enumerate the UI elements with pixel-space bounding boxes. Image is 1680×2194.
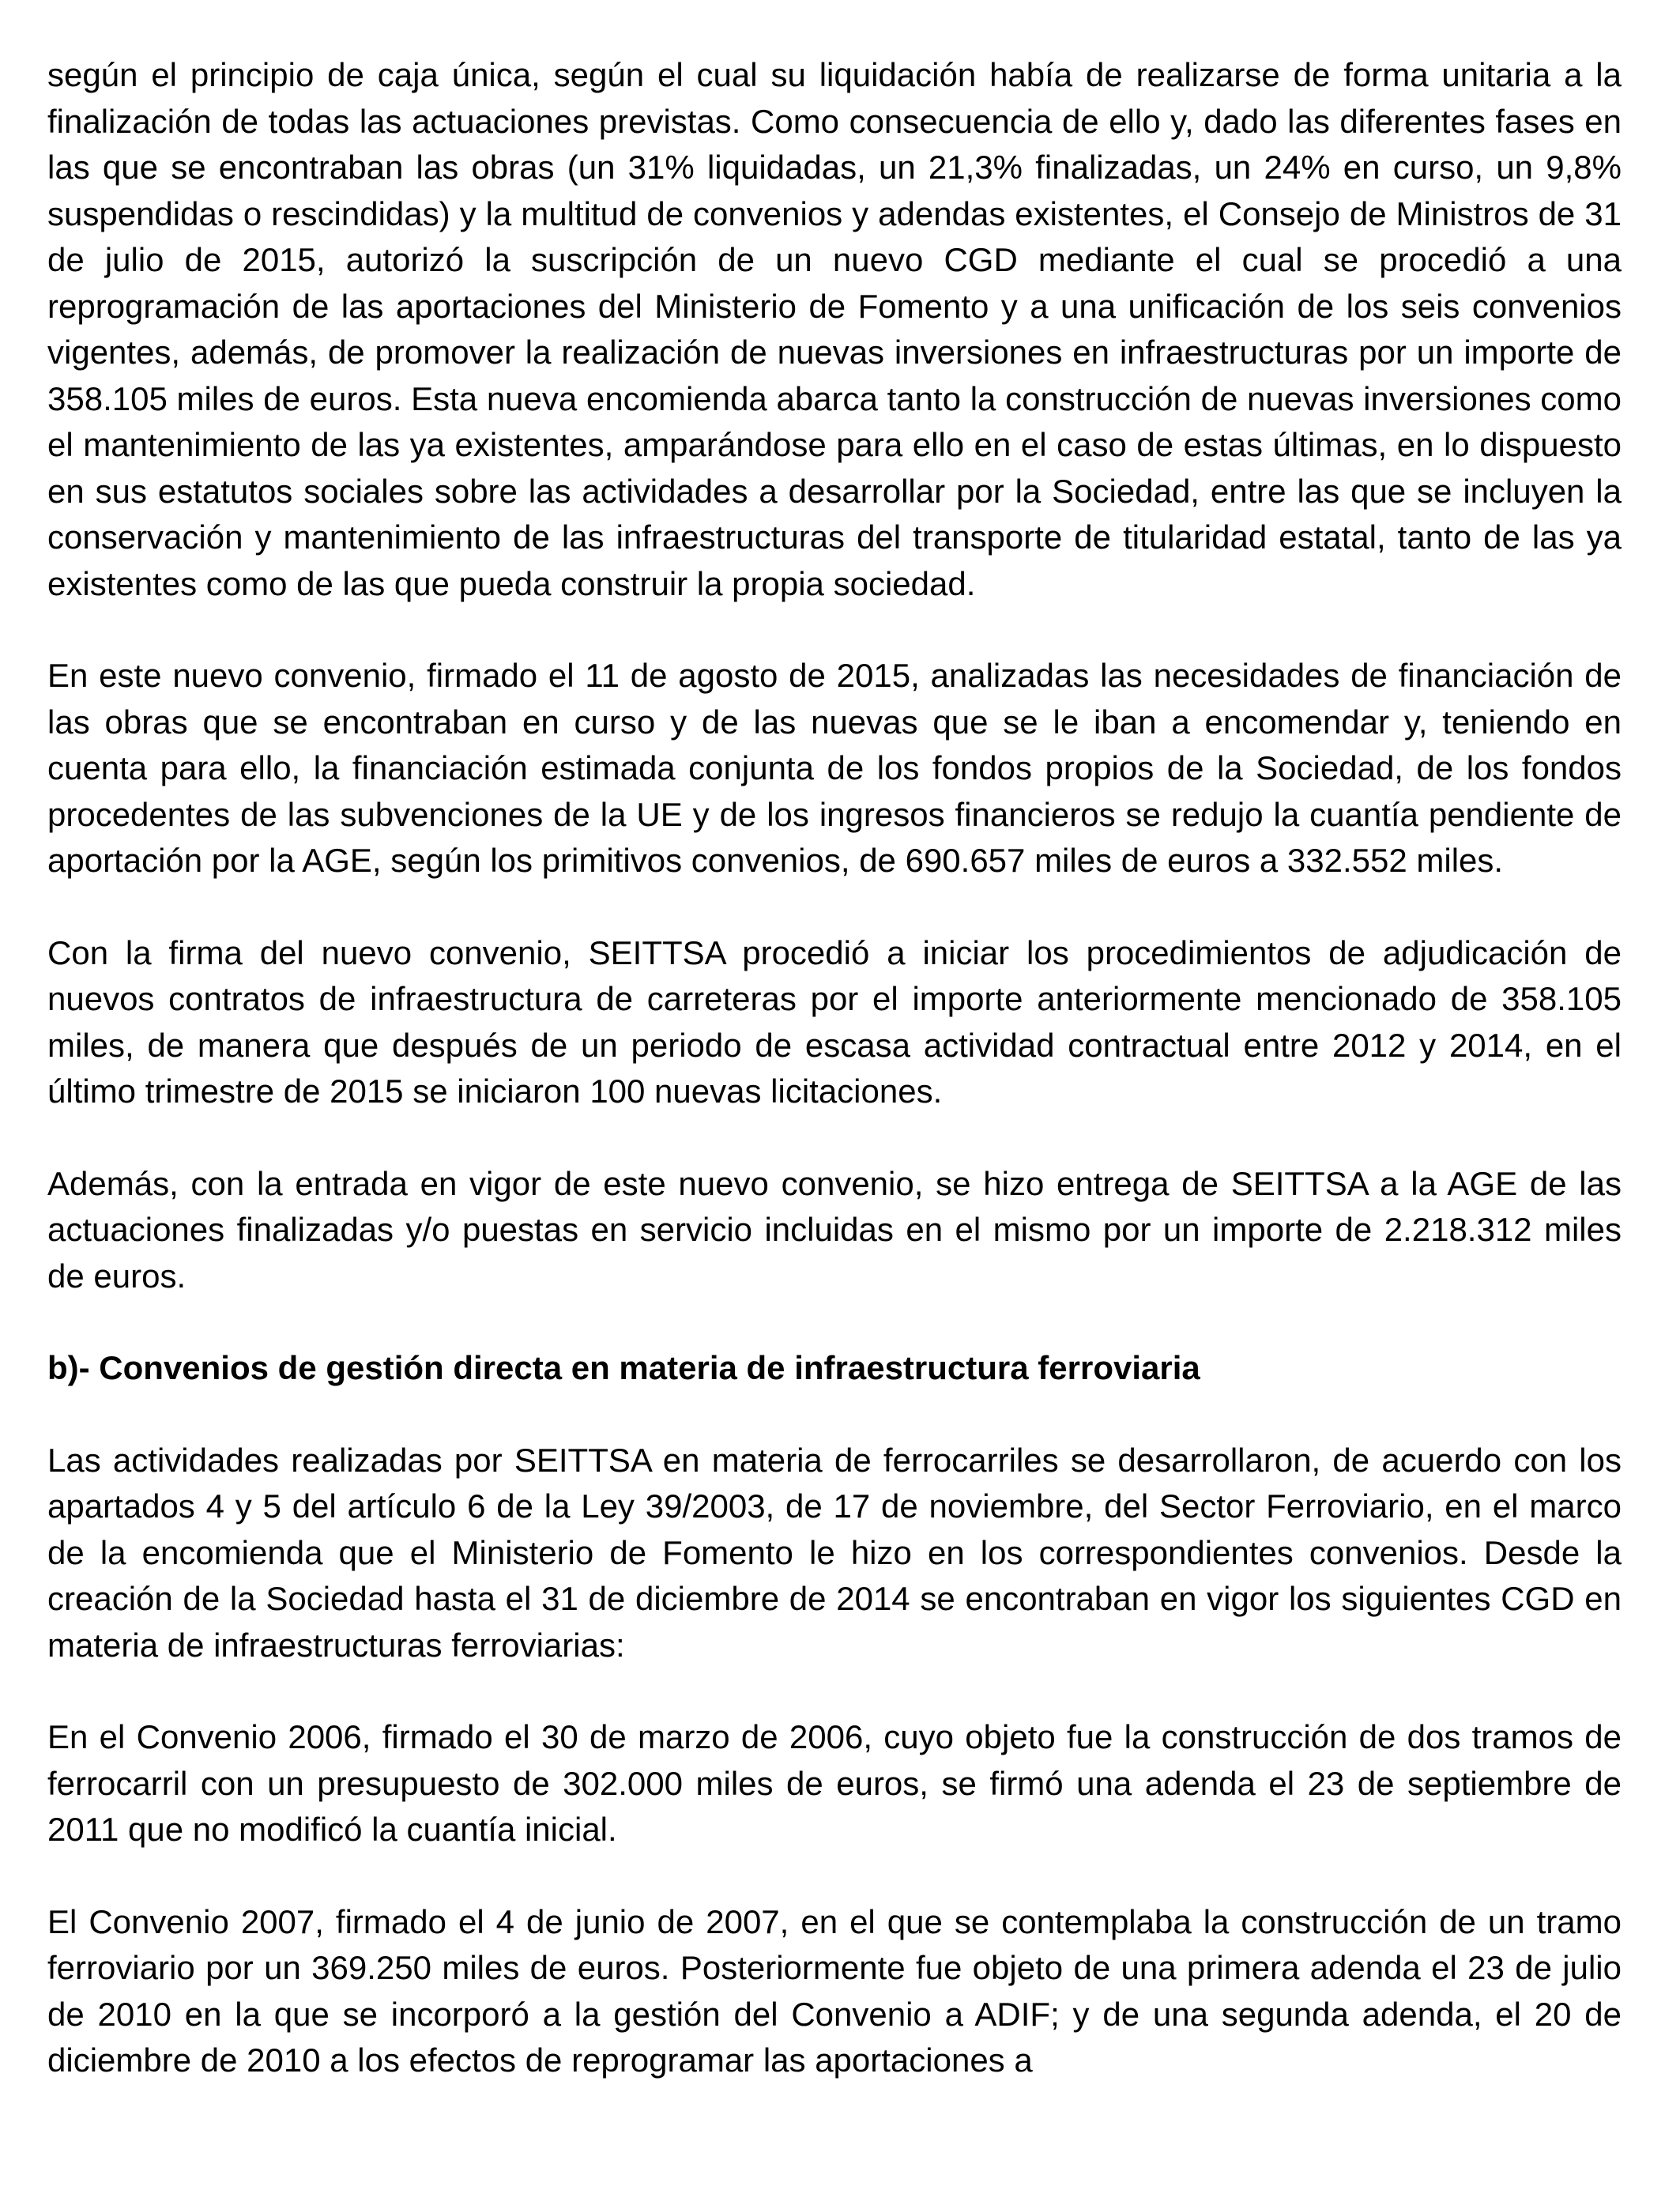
paragraph-convenio-2006: En el Convenio 2006, firmado el 30 de marzo de 2006, cuyo objeto fue la construcción de dos tramos de ferrocarril con un presupuesto de 302.000 miles de euros, se firmó una adenda el 23 de septiembre de 2011 que no modificó la cuantía inicial. (47, 1718, 1622, 1848)
paragraph-caja-unica: según el principio de caja única, según el cual su liquidación había de realizarse de forma unitaria a la finalización de todas las actuaciones previstas. Como consecuencia de ello y, dado las diferentes fases en las que se encontraban las obras (un 31% liquidadas, un 21,3% finalizadas, un 24% en curso, un 9,8% suspendidas o rescindidas) y la multitud de convenios y adendas existentes, el Consejo de Ministros de 31 de julio de 2015, autorizó la suscripción de un nuevo CGD mediante el cual se procedió a una reprogramación de las aportaciones del Ministerio de Fomento y a una unificación de los seis convenios vigentes, además, de promover la realización de nuevas inversiones en infraestructuras por un importe de 358.105 miles de euros. Esta nueva encomienda abarca tanto la construcción de nuevas inversiones como el mantenimiento de las ya existentes, amparándose para ello en el caso de estas últimas, en lo dispuesto en sus estatutos sociales sobre las actividades a desarrollar por la Sociedad, entre las que se incluyen la conservación y mantenimiento de las infraestructuras del transporte de titularidad estatal, tanto de las ya existentes como de las que pueda construir la propia sociedad. (47, 56, 1622, 602)
document-page (47, 52, 1622, 2084)
paragraph-actividades-ferrocarriles: Las actividades realizadas por SEITTSA en materia de ferrocarriles se desarrollaron, de acuerdo con los apartados 4 y 5 del artículo 6 de la Ley 39/2003, de 17 de noviembre, del Sector Ferroviario, en el marco de la encomienda que el Ministerio de Fomento le hizo en los correspondientes convenios. Desde la creación de la Sociedad hasta el 31 de diciembre de 2014 se encontraban en vigor los siguientes CGD en materia de infraestructuras ferroviarias: (47, 1441, 1622, 1664)
section-heading: b)- Convenios de gestión directa en materia de infraestructura ferroviaria (47, 1349, 1200, 1386)
paragraph-firma-convenio: Con la firma del nuevo convenio, SEITTSA procedió a iniciar los procedimientos de adjudicación de nuevos contratos de infraestructura de carreteras por el importe anteriormente mencionado de 358.105 miles, de manera que después de un periodo de escasa actividad contractual entre 2012 y 2014, en el último trimestre de 2015 se iniciaron 100 nuevas licitaciones. (47, 933, 1622, 1110)
paragraph-entrega-age: Además, con la entrada en vigor de este nuevo convenio, se hizo entrega de SEITTSA a la AGE de las actuaciones finalizadas y/o puestas en servicio incluidas en el mismo por un importe de 2.218.312 miles de euros. (47, 1164, 1622, 1295)
paragraph-convenio-2007: El Convenio 2007, firmado el 4 de junio de 2007, en el que se contemplaba la construcción de un tramo ferroviario por un 369.250 miles de euros. Posteriormente fue objeto de una primera adenda el 23 de julio de 2010 en la que se incorporó a la gestión del Convenio a ADIF; y de una segunda adenda, el 20 de diciembre de 2010 a los efectos de reprogramar las aportaciones a (47, 1902, 1622, 2079)
paragraph-nuevo-convenio: En este nuevo convenio, firmado el 11 de agosto de 2015, analizadas las necesidades de financiación de las obras que se encontraban en curso y de las nuevas que se le iban a encomendar y, teniendo en cuenta para ello, la financiación estimada conjunta de los fondos propios de la Sociedad, de los fondos procedentes de las subvenciones de la UE y de los ingresos financieros se redujo la cuantía pendiente de aportación por la AGE, según los primitivos convenios, de 690.657 miles de euros a 332.552 miles. (47, 657, 1622, 879)
